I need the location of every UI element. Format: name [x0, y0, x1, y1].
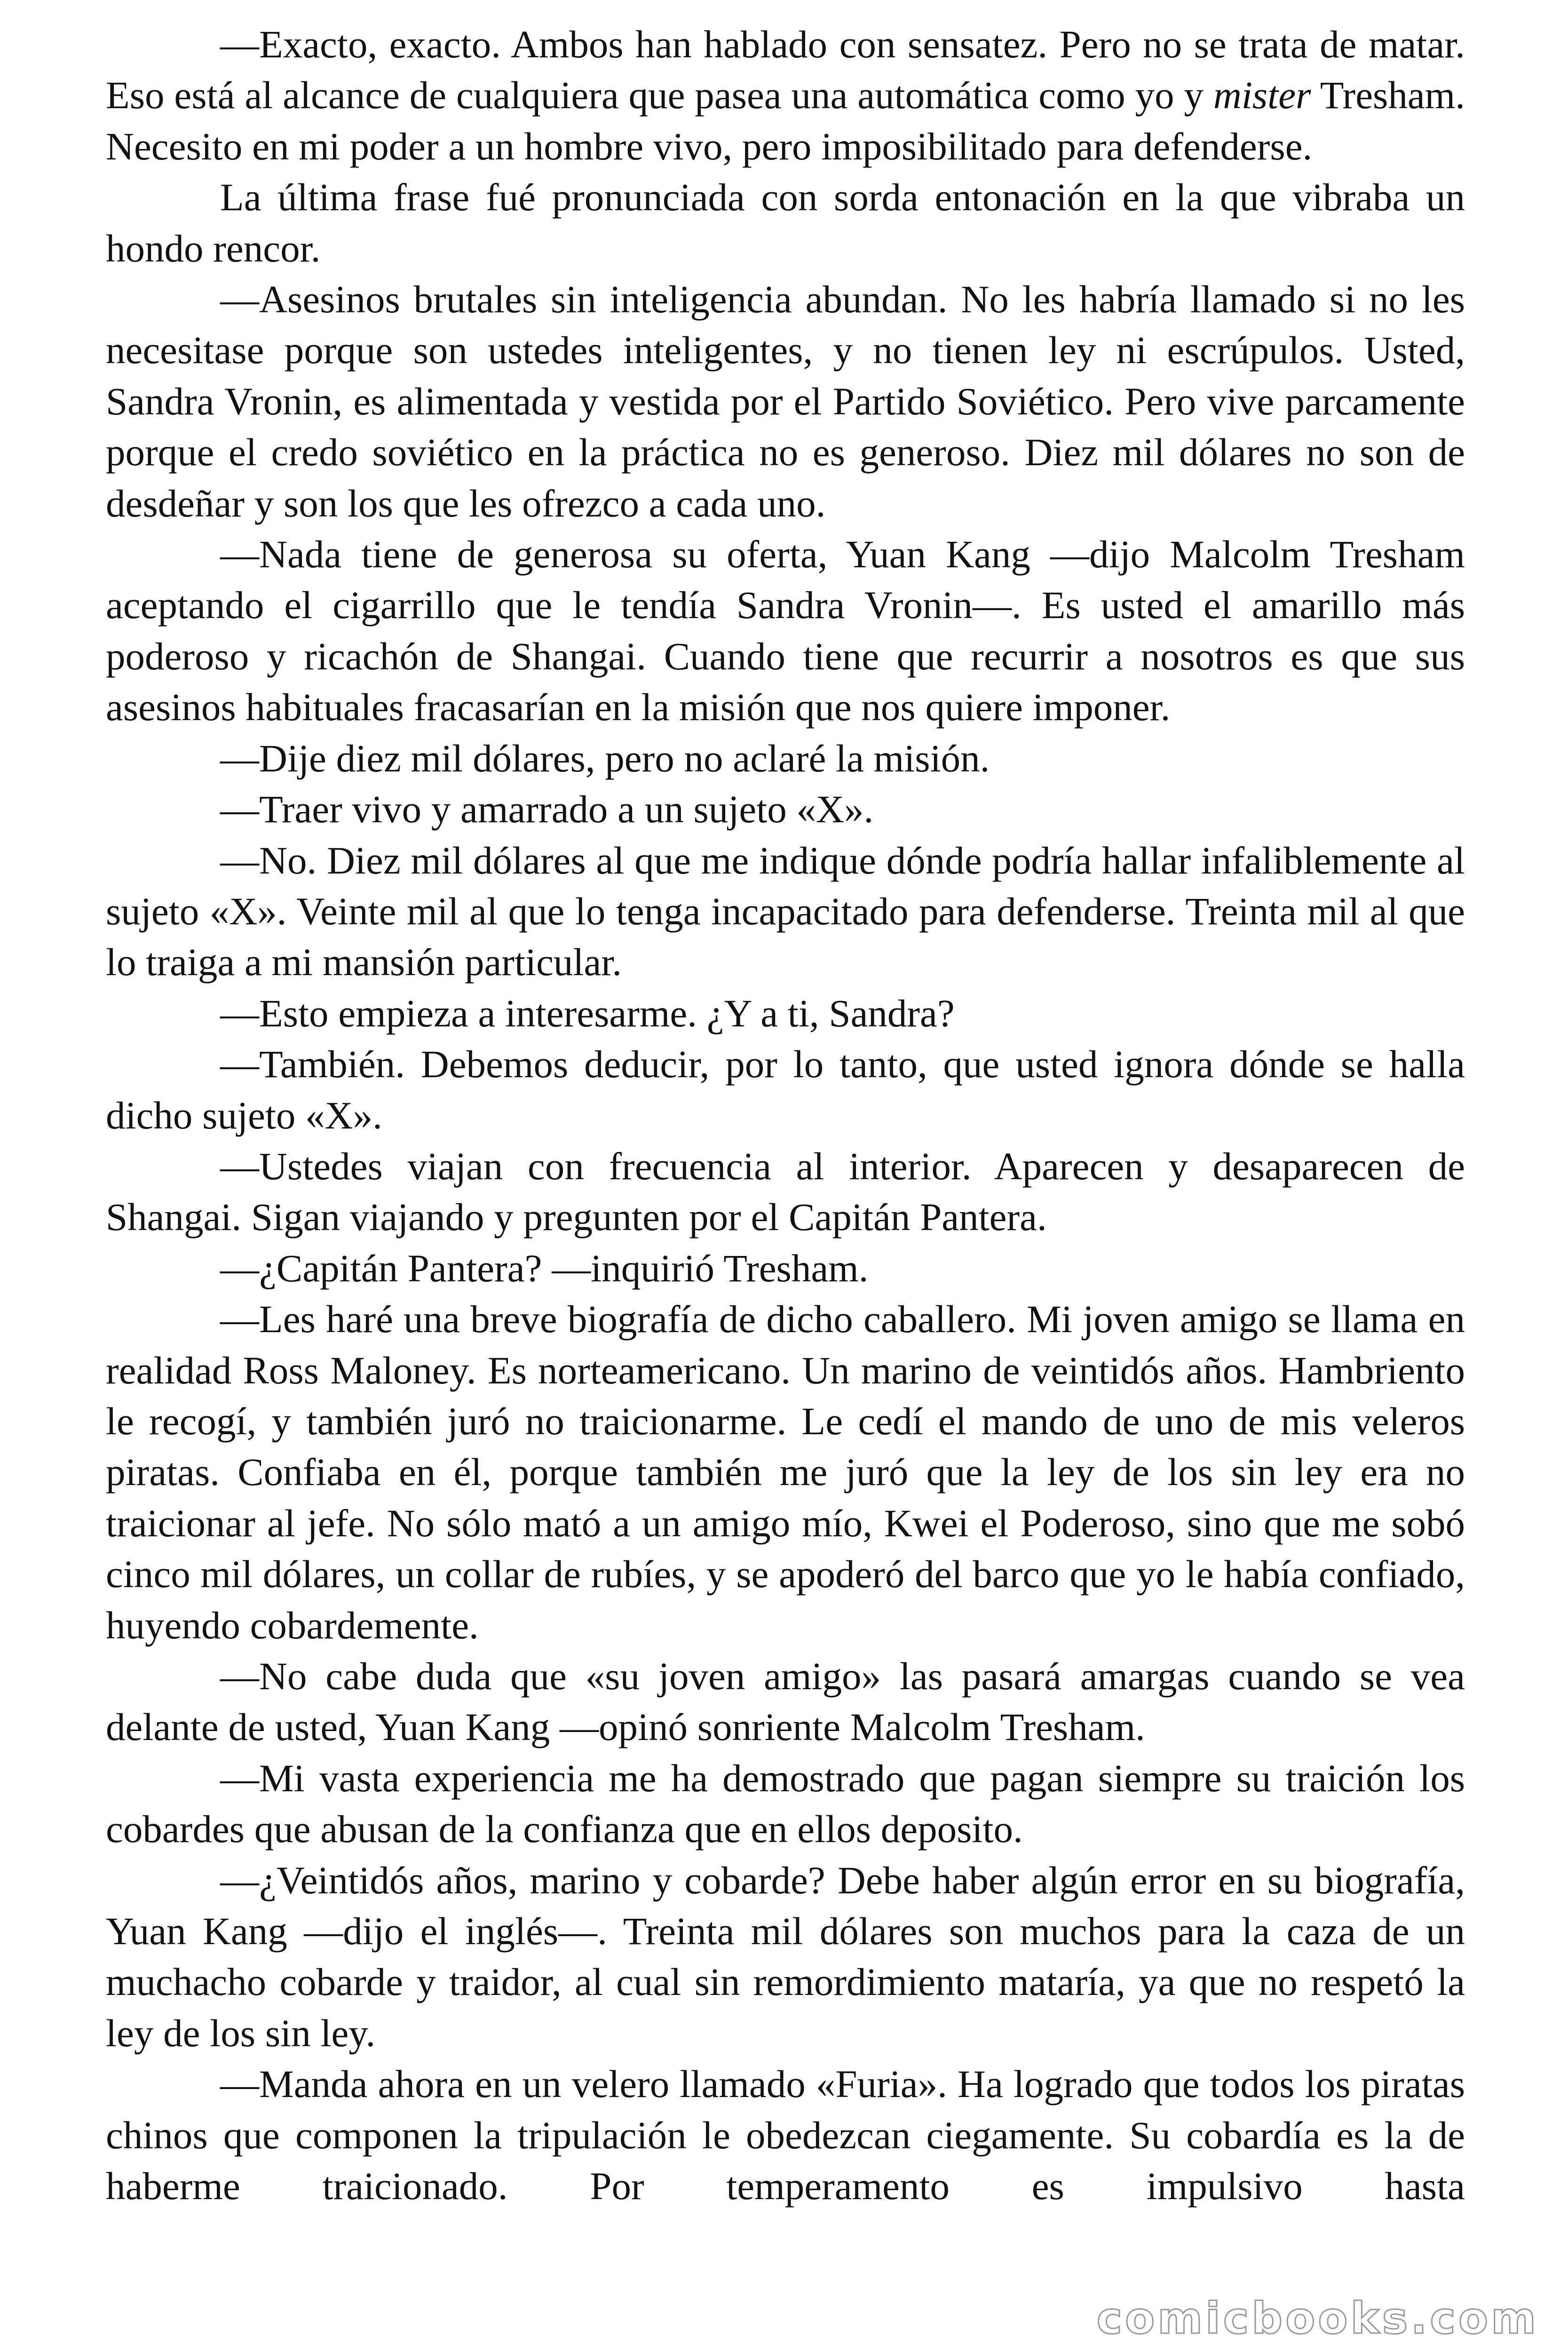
paragraph-4: —Nada tiene de generosa su oferta, Yuan Kang —dijo Malcolm Tresham aceptando el cigarrillo que le tendía Sandra Vronin—. Es usted el amarillo más poderoso y ricachón de Shangai. Cuando tiene que recurrir a nosotros es que sus asesinos habituales fracasarían en la misión que nos quiere imponer.	[106, 532, 1465, 729]
paragraph-1	[106, 19, 1465, 172]
paragraph-15: —¿Veintidós años, marino y cobarde? Debe haber algún error en su biografía, Yuan Kang —dijo el inglés—. Treinta mil dólares son muchos para la caza de un muchacho cobarde y traidor, al cual sin remordimiento mataría, ya que no respetó la ley de los sin ley.	[106, 1858, 1465, 2055]
paragraph-10: —Ustedes viajan con frecuencia al interior. Aparecen y desaparecen de Shangai. Sigan viajando y pregunten por el Capitán Pantera.	[106, 1144, 1465, 1239]
paragraph-14: —Mi vasta experiencia me ha demostrado que pagan siempre su traición los cobardes que abusan de la confianza que en ellos deposito.	[106, 1756, 1465, 1851]
paragraph-6: —Traer vivo y amarrado a un sujeto «X».	[220, 787, 874, 831]
paragraph-8: —Esto empieza a interesarme. ¿Y a ti, Sandra?	[220, 991, 955, 1035]
watermark: comicbooks.com	[1096, 2293, 1539, 2344]
paragraph-13: —No cabe duda que «su joven amigo» las pasará amargas cuando se vea delante de usted, Yuan Kang —opinó sonriente Malcolm Tresham.	[106, 1654, 1465, 1749]
paragraph-16: —Manda ahora en un velero llamado «Furia». Ha logrado que todos los piratas chinos que componen la tripulación le obedezcan ciegamente. Su cobardía es la de haberme traicionado. Por temperamento es impulsivo hasta	[106, 2062, 1465, 2208]
paragraph-7: —No. Diez mil dólares al que me indique dónde podría hallar infaliblemente al sujeto «X». Veinte mil al que lo tenga incapacitado para defenderse. Treinta mil al que lo traiga a mi mansión particular.	[106, 838, 1465, 984]
paragraph-1-italic-word: mister	[1213, 73, 1311, 117]
paragraph-11: —¿Capitán Pantera? —inquirió Tresham.	[220, 1246, 869, 1290]
paragraph-1-text-b: Tresham. Necesito en mi poder a un hombre vivo, pero imposibilitado para defenderse.	[106, 73, 1465, 168]
book-page	[106, 19, 1465, 2314]
paragraph-12: —Les haré una breve biografía de dicho caballero. Mi joven amigo se llama en realidad Ross Maloney. Es norteamericano. Un marino de veintidós años. Hambriento le recogí, y también juró no traicionarme. Le cedí el mando de uno de mis veleros piratas. Confiaba en él, porque también me juró que la ley de los sin ley era no traicionar al jefe. No sólo mató a un amigo mío, Kwei el Poderoso, sino que me sobó cinco mil dólares, un collar de rubíes, y se apoderó del barco que yo le había confiado, huyendo cobardemente.	[106, 1297, 1465, 1647]
paragraph-2: La última frase fué pronunciada con sorda entonación en la que vibraba un hondo rencor.	[106, 175, 1465, 270]
paragraph-1-text-a: —Exacto, exacto. Ambos han hablado con sensatez. Pero no se trata de matar. Eso está al alcance de cualquiera que pasea una automática como yo y	[106, 23, 1465, 117]
paragraph-3: —Asesinos brutales sin inteligencia abundan. No les habría llamado si no les necesitase porque son ustedes inteligentes, y no tienen ley ni escrúpulos. Usted, Sandra Vronin, es alimentada y vestida por el Partido Soviético. Pero vive parcamente porque el credo soviético en la práctica no es generoso. Diez mil dólares no son de desdeñar y son los que les ofrezco a cada uno.	[106, 278, 1465, 525]
paragraph-9: —También. Debemos deducir, por lo tanto, que usted ignora dónde se halla dicho sujeto «X».	[106, 1042, 1465, 1137]
paragraph-5: —Dije diez mil dólares, pero no aclaré la misión.	[220, 736, 990, 780]
